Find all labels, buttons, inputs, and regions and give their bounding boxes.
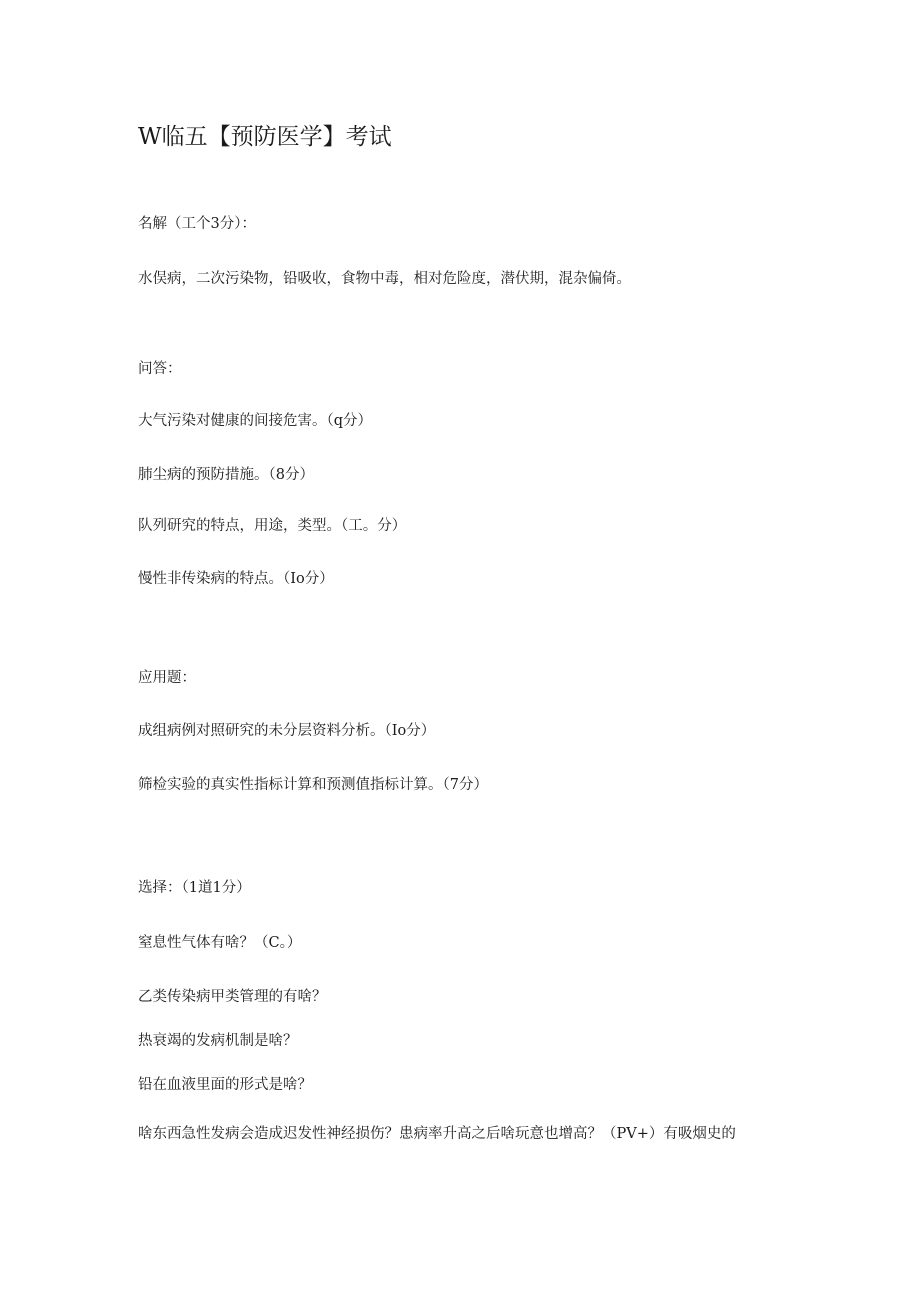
qa-item-4: 慢性非传染病的特点。（Io分） xyxy=(138,571,334,587)
section-heading-application: 应用题： xyxy=(138,670,196,686)
choice-item-5: 啥东西急性发病会造成迟发性神经损伤？患病率升高之后啥玩意也增高？（PV+）有吸烟史的 xyxy=(138,1126,736,1142)
choice-item-4: 铅在血液里面的形式是啥？ xyxy=(138,1077,312,1093)
section-heading-choice: 选择：（1道1分） xyxy=(138,880,251,896)
definitions-list: 水俣病，二次污染物，铅吸收，食物中毒，相对危险度，潜伏期，混杂偏倚。 xyxy=(138,271,631,287)
section-heading-qa: 问答： xyxy=(138,361,182,377)
qa-item-2: 肺尘病的预防措施。（8分） xyxy=(138,467,314,483)
qa-item-3: 队列研究的特点，用途，类型。（工。分） xyxy=(138,518,407,534)
application-item-1: 成组病例对照研究的未分层资料分析。（Io分） xyxy=(138,723,436,739)
choice-item-2: 乙类传染病甲类管理的有啥？ xyxy=(138,989,327,1005)
choice-item-3: 热衰竭的发病机制是啥？ xyxy=(138,1033,298,1049)
application-item-2: 筛检实验的真实性指标计算和预测值指标计算。（7分） xyxy=(138,777,488,793)
choice-item-1: 窒息性气体有啥？（C。） xyxy=(138,935,302,951)
document-title: W临五【预防医学】考试 xyxy=(138,124,392,150)
section-heading-definitions: 名解（工个3分）： xyxy=(138,216,256,232)
qa-item-1: 大气污染对健康的间接危害。（q分） xyxy=(138,413,373,429)
